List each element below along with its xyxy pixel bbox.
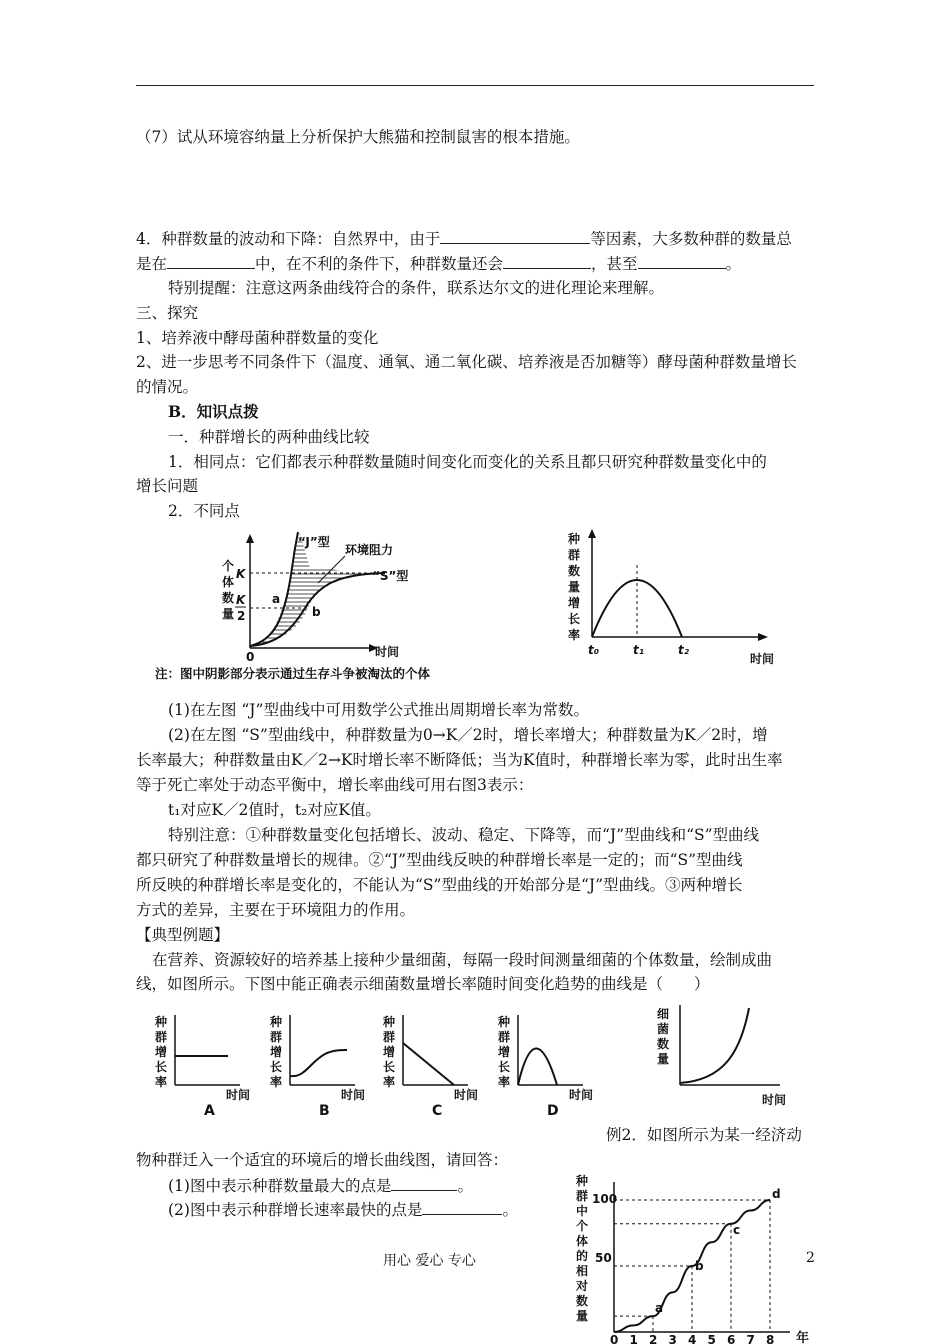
svg-text:种: 种 (576, 1174, 589, 1188)
fig1-j-label: “J”型 (298, 535, 330, 549)
paragraph-4-line2 (136, 253, 741, 274)
section-3-item-2b: 的情况。 (136, 378, 199, 396)
example-2-q1 (168, 1175, 473, 1196)
option-graphs (150, 1010, 630, 1122)
option-a-ylabel (154, 1014, 167, 1089)
fig1-k-label: K (236, 567, 246, 581)
section-3-item-1: 1、培养液中酵母菌种群数量的变化 (136, 329, 379, 347)
fig3-xtick-1: 1 (629, 1333, 638, 1344)
note-3: 所反映的种群增长率是变化的，不能认为“S”型曲线的开始部分是“J”型曲线。③两种增长 (136, 876, 743, 894)
svg-text:种: 种 (383, 1015, 396, 1029)
fig1-origin: 0 (246, 650, 255, 664)
figure-growth-curve (570, 1170, 820, 1344)
fig2-ylabel-4: 量 (568, 580, 581, 594)
fig1-k2-bottom: 2 (237, 609, 246, 623)
note-1: 特别注意：①种群数量变化包括增长、波动、稳定、下降等，而“J”型曲线和“S”型曲线 (168, 826, 760, 844)
fig3-xtick-2: 2 (649, 1333, 658, 1344)
svg-text:率: 率 (270, 1075, 283, 1089)
special-tip: 特别提醒：注意这两条曲线符合的条件，联系达尔文的进化理论来理解。 (168, 279, 665, 297)
option-b-curve (290, 1050, 347, 1076)
option-c-curve (403, 1043, 454, 1085)
fill-blank-1[interactable] (440, 228, 590, 244)
fig3-y100: 100 (592, 1192, 618, 1206)
explain-2a: (2)在左图 “S”型曲线中，种群数量为0→K／2时，增长率增大；种群数量为K／2时，增 (168, 726, 768, 744)
fig3-ylabel (575, 1173, 588, 1323)
fig1-ylabel-2: 体 (222, 575, 235, 589)
svg-text:长: 长 (498, 1060, 511, 1074)
option-d-graph (497, 1014, 593, 1119)
same-point-a: 1．相同点：它们都表示种群数量随时间变化而变化的关系且都只研究种群数量变化中的 (168, 453, 767, 471)
fig1-point-b: b (312, 605, 321, 619)
page-number: 2 (806, 1250, 815, 1266)
svg-text:种: 种 (155, 1015, 168, 1029)
fig2-t0: t₀ (588, 643, 599, 657)
fig2-y-arrow (588, 529, 596, 538)
fig3-x-ticks (610, 1333, 774, 1344)
p4-text-b: 等因素，大多数种群的数量总 (590, 230, 792, 248)
section-3-item-2a: 2、进一步思考不同条件下（温度、通氧、通二氧化碳、培养液是否加糖等）酵母菌种群数量增长 (136, 353, 797, 371)
option-c-letter[interactable]: C (432, 1103, 443, 1119)
svg-text:群: 群 (576, 1189, 589, 1203)
difference-heading: 2．不同点 (168, 502, 240, 520)
fig3-point-d: d (772, 1187, 781, 1201)
fig3-xtick-6: 6 (727, 1333, 736, 1344)
svg-text:增: 增 (155, 1045, 168, 1059)
p4-text-e: ，甚至 (591, 255, 638, 273)
fig2-xlabel: 时间 (750, 652, 775, 666)
bacteria-ylabel-2: 菌 (657, 1022, 670, 1036)
p4-text-c: 是在 (136, 255, 168, 273)
ex2-q2-end: 。 (502, 1201, 518, 1219)
svg-text:的: 的 (576, 1249, 589, 1263)
svg-text:相: 相 (576, 1264, 589, 1278)
svg-text:率: 率 (498, 1075, 511, 1089)
section-b-title: B．知识点拨 (168, 402, 259, 421)
explain-2b: 长率最大；种群数量由K／2→K时增长率不断降低；当为K值时，种群增长率为零，此时出生率 (136, 751, 783, 769)
footer-motto: 用心 爱心 专心 (383, 1253, 476, 1269)
fig3-point-a: a (655, 1301, 664, 1316)
example-2-line1: 例2．如图所示为某一经济动 (606, 1126, 802, 1144)
svg-text:群: 群 (498, 1030, 511, 1044)
option-b-ylabel (269, 1014, 282, 1089)
fig3-xtick-8: 8 (766, 1333, 775, 1344)
fig2-t1: t₁ (633, 643, 644, 657)
option-d-curve (518, 1049, 557, 1086)
option-a-graph (154, 1014, 250, 1119)
option-d-xlabel: 时间 (569, 1088, 594, 1102)
fill-blank-2[interactable] (167, 253, 255, 269)
fig2-ylabel-1: 种 (568, 532, 581, 546)
svg-text:长: 长 (155, 1060, 168, 1074)
svg-text:体: 体 (576, 1234, 589, 1248)
option-b-xlabel: 时间 (341, 1088, 366, 1102)
ex2-q2-text: (2)图中表示种群增长速率最快的点是 (168, 1201, 423, 1219)
svg-text:中: 中 (576, 1204, 589, 1218)
example-question-2: 线，如图所示。下图中能正确表示细菌数量增长率随时间变化趋势的曲线是（ ） (136, 975, 710, 993)
fig1-s-label: “S”型 (372, 569, 409, 583)
fig3-xtick-3: 3 (668, 1333, 677, 1344)
fig2-ylabel-6: 长 (568, 612, 581, 626)
svg-text:群: 群 (155, 1030, 168, 1044)
svg-text:种: 种 (270, 1015, 283, 1029)
fig3-xtick-4: 4 (688, 1333, 697, 1344)
fill-blank-4[interactable] (638, 253, 726, 269)
bacteria-graph (652, 1000, 792, 1110)
fig1-env-label: 环境阻力 (345, 543, 394, 557)
fig1-k2-top: K (236, 593, 246, 607)
svg-text:个: 个 (576, 1219, 589, 1233)
example-2-q2 (168, 1199, 518, 1220)
paragraph-4-line1 (136, 228, 792, 249)
svg-text:群: 群 (383, 1030, 396, 1044)
same-point-b: 增长问题 (136, 477, 199, 495)
fig3-point-b: b (695, 1259, 704, 1273)
svg-text:增: 增 (270, 1045, 283, 1059)
fig3-xtick-7: 7 (746, 1333, 755, 1344)
section-b-sub1: 一．种群增长的两种曲线比较 (168, 428, 370, 446)
p4-text-d: 中，在不利的条件下，种群数量还会 (255, 255, 504, 273)
fig3-point-c: c (733, 1222, 741, 1237)
ex2-q1-end: 。 (457, 1177, 473, 1195)
fig1-ylabel-3: 数 (222, 591, 235, 605)
bacteria-ylabel-1: 细 (657, 1007, 670, 1021)
option-c-xlabel: 时间 (454, 1088, 479, 1102)
fig2-ylabel-5: 增 (568, 596, 581, 610)
example-question-1: 在营养、资源较好的培养基上接种少量细菌，每隔一段时间测量细菌的个体数量，绘制成曲 (152, 951, 773, 969)
svg-text:长: 长 (270, 1060, 283, 1074)
explain-1: (1)在左图 “J”型曲线中可用数学公式推出周期增长率为常数。 (168, 701, 589, 719)
svg-text:对: 对 (576, 1279, 589, 1293)
svg-text:增: 增 (498, 1045, 511, 1059)
fig2-x-arrow (758, 633, 768, 641)
fill-blank-q2[interactable] (422, 1199, 502, 1215)
p4-text-f: 。 (725, 255, 742, 273)
p4-text-a: 4．种群数量的波动和下降：自然界中，由于 (136, 230, 441, 248)
fig3-xlabel: 年 (796, 1331, 810, 1344)
fig1-note: 注：图中阴影部分表示通过生存斗争被淘汰的个体 (155, 666, 431, 681)
fig3-y50: 50 (595, 1251, 612, 1265)
fig2-ylabel-2: 群 (568, 548, 581, 562)
svg-text:增: 增 (383, 1045, 396, 1059)
svg-text:量: 量 (576, 1309, 589, 1323)
explain-2c: 等于死亡率处于动态平衡中，增长率曲线可用右图3表示： (136, 776, 534, 794)
svg-text:数: 数 (576, 1294, 589, 1308)
bacteria-curve (680, 1008, 749, 1083)
svg-text:长: 长 (383, 1060, 396, 1074)
bacteria-ylabel-3: 数 (657, 1037, 670, 1051)
y-axis-arrow (246, 534, 254, 543)
note-4: 方式的差异，主要在于环境阻力的作用。 (136, 901, 416, 919)
fig2-ylabel-3: 数 (568, 564, 581, 578)
fig2-t2: t₂ (678, 643, 689, 657)
fig1-ylabel-4: 量 (222, 607, 235, 621)
fill-blank-q1[interactable] (391, 1175, 457, 1191)
fill-blank-3[interactable] (503, 253, 591, 269)
example-title: 【典型例题】 (136, 926, 230, 944)
option-c-ylabel (382, 1014, 395, 1089)
fig1-ylabel-1: 个 (222, 559, 235, 573)
option-c-graph (382, 1014, 478, 1119)
bacteria-xlabel: 时间 (762, 1093, 787, 1107)
option-a-letter[interactable]: A (204, 1103, 215, 1119)
header-rule (136, 85, 814, 86)
svg-text:率: 率 (155, 1075, 168, 1089)
option-b-graph (269, 1014, 365, 1119)
bacteria-ylabel-4: 量 (657, 1052, 670, 1066)
figure-j-s-curves (150, 528, 510, 688)
fig3-xtick-0: 0 (610, 1333, 619, 1344)
note-2: 都只研究了种群数量增长的规律。②“J”型曲线反映的种群增长率是一定的；而“S”型曲线 (136, 851, 743, 869)
svg-text:种: 种 (498, 1015, 511, 1029)
option-a-xlabel: 时间 (226, 1088, 251, 1102)
ex2-q1-text: (1)图中表示种群数量最大的点是 (168, 1177, 392, 1195)
fig3-curve (614, 1200, 770, 1332)
fig3-xtick-5: 5 (707, 1333, 716, 1344)
fig2-ylabel-7: 率 (568, 628, 581, 642)
explain-3: t₁对应K／2值时，t₂对应K值。 (168, 801, 381, 819)
section-3-title: 三、探究 (136, 304, 199, 322)
fig1-xlabel: 时间 (375, 645, 400, 659)
question-7: （7）试从环境容纳量上分析保护大熊猫和控制鼠害的根本措施。 (136, 128, 580, 146)
example-2-line2: 物种群迁入一个适宜的环境后的增长曲线图，请回答： (136, 1151, 509, 1169)
option-b-letter[interactable]: B (319, 1103, 330, 1119)
option-d-ylabel (497, 1014, 510, 1089)
figure-growth-rate (560, 525, 820, 675)
option-d-letter[interactable]: D (547, 1103, 559, 1119)
svg-text:率: 率 (383, 1075, 396, 1089)
svg-text:群: 群 (270, 1030, 283, 1044)
fig1-point-a: a (272, 592, 281, 606)
